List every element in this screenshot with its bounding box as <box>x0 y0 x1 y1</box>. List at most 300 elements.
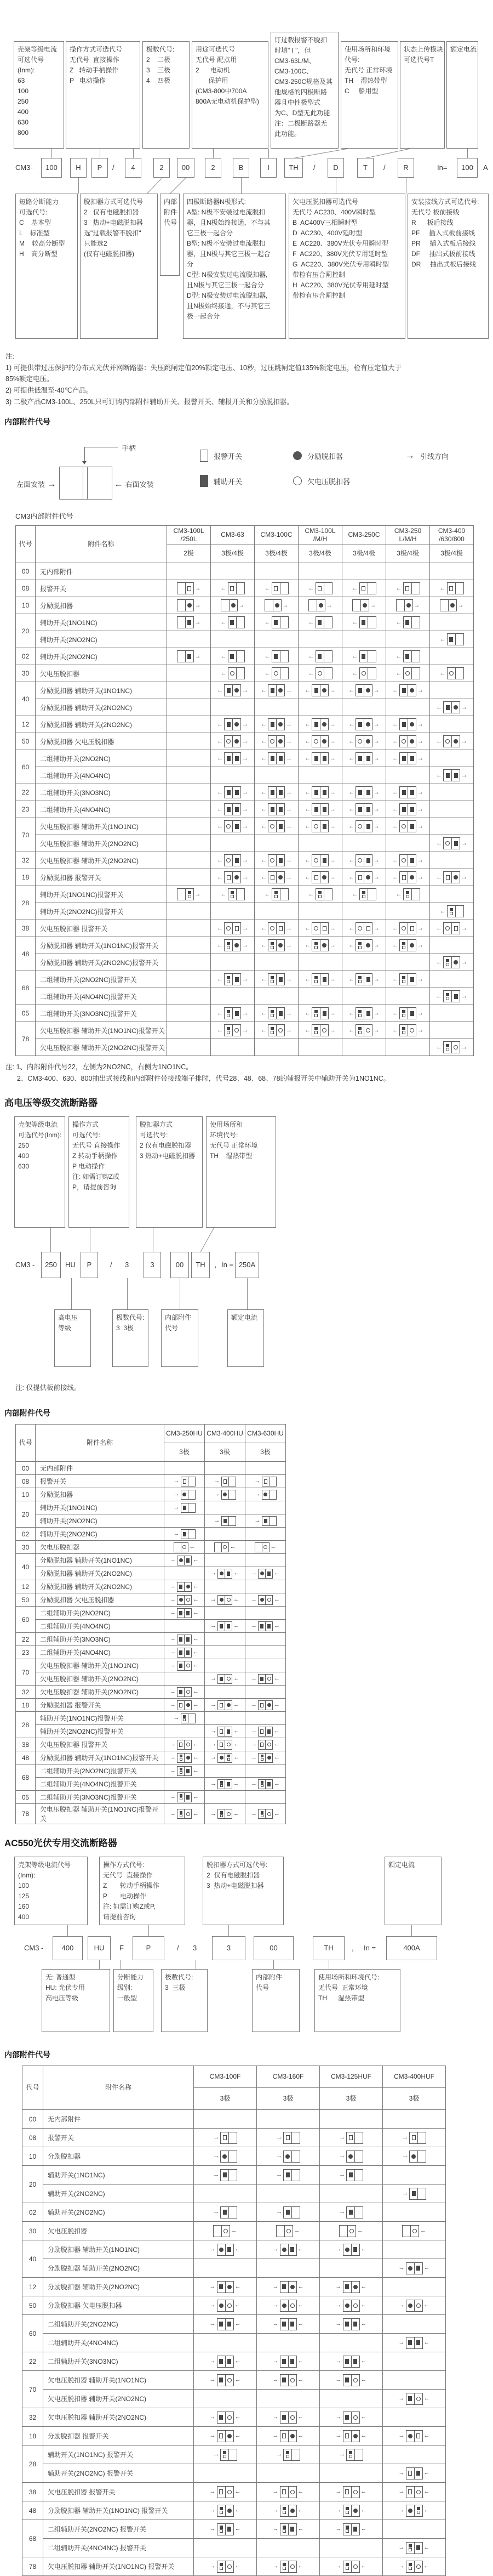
breaker-outline <box>220 2449 237 2461</box>
breaker-outline <box>409 2151 426 2163</box>
accessory-code: 38 <box>16 920 36 937</box>
breaker-compartment <box>356 753 364 764</box>
lead-arrow-icon: ← <box>264 652 271 660</box>
config-diagram-cell <box>245 1804 286 1824</box>
breaker-compartment <box>288 2431 296 2442</box>
aux-switch-icon <box>187 620 191 625</box>
config-diagram-cell <box>299 1005 342 1022</box>
shunt-release-icon <box>410 943 414 947</box>
breaker-outline <box>280 2318 297 2330</box>
accessory-name: 辅助开关(1NO1NC)报警开关 <box>36 1712 164 1725</box>
lead-arrow-icon: → <box>251 1810 257 1817</box>
lead-arrow-icon: → <box>272 2432 279 2439</box>
label-box <box>14 41 64 149</box>
breaker-config-diagram <box>348 871 380 883</box>
config-diagram-cell <box>430 886 474 903</box>
breaker-outline <box>177 650 194 662</box>
aux-switch-icon <box>290 2322 294 2327</box>
config-diagram-cell <box>164 1462 205 1475</box>
breaker-config-diagram <box>392 871 423 883</box>
shunt-release-icon <box>275 603 279 608</box>
aux-alarm-stack-icon <box>220 2526 223 2533</box>
breaker-compartment <box>265 1569 272 1578</box>
breaker-outline <box>224 973 241 985</box>
alarm-switch-icon <box>416 2433 420 2438</box>
breaker-outline <box>177 1608 192 1618</box>
lead-arrow-icon: → <box>374 822 380 830</box>
aux-alarm-stack-icon <box>261 1811 263 1817</box>
breaker-compartment <box>400 804 408 815</box>
label-box <box>271 32 339 149</box>
undervoltage-release-icon <box>290 2490 295 2494</box>
label-box-line: PF 插入式板前接线 <box>411 229 475 237</box>
config-diagram-cell <box>255 580 299 597</box>
undervoltage-release-icon <box>449 671 454 676</box>
config-diagram-cell <box>386 1005 430 1022</box>
aux-switch-icon <box>219 2284 223 2289</box>
breaker-compartment <box>177 1767 184 1775</box>
breaker-compartment <box>217 2561 225 2572</box>
breaker-compartment <box>272 583 280 594</box>
lead-arrow-icon: ← <box>395 619 402 626</box>
lead-arrow-icon: → <box>335 2432 342 2439</box>
config-diagram-cell <box>194 2147 257 2166</box>
aux-switch-icon <box>314 807 318 812</box>
lead-arrow-icon: ← <box>294 2227 300 2234</box>
label-box <box>161 1969 208 2032</box>
breaker-outline <box>403 582 420 594</box>
config-diagram-cell <box>245 1620 286 1633</box>
config-diagram-cell <box>257 2185 320 2203</box>
lead-arrow-icon: ← <box>360 2376 367 2384</box>
breaker-compartment <box>184 1648 191 1657</box>
config-diagram-cell <box>194 2446 257 2464</box>
shunt-release-icon <box>353 2509 358 2513</box>
lead-arrow-icon: → <box>242 805 248 813</box>
aux-switch-icon <box>279 858 283 863</box>
accessory-name: 欠电压脱扣器 辅助开关(2NO2NC) <box>36 1672 164 1686</box>
undervoltage-release-icon <box>358 926 362 930</box>
breaker-outline <box>177 1687 192 1697</box>
breaker-config-diagram <box>402 2132 426 2144</box>
code-box: TH <box>191 1252 210 1278</box>
lead-arrow-icon: → <box>194 890 201 898</box>
lead-arrow-icon: → <box>210 1596 216 1603</box>
accessory-code: 50 <box>22 2296 43 2315</box>
aux-switch-icon <box>227 807 231 812</box>
breaker-outline <box>268 939 285 951</box>
undervoltage-release-icon <box>358 824 362 829</box>
breaker-compartment <box>184 1793 191 1802</box>
config-diagram-cell <box>255 920 299 937</box>
breaker-compartment <box>269 1517 276 1525</box>
breaker-compartment <box>356 804 364 815</box>
config-diagram-cell <box>299 767 342 784</box>
label-box-line: TH 湿热带型 <box>318 1994 365 2002</box>
accessory-code: 48 <box>16 1751 36 1764</box>
divider-line <box>87 467 88 499</box>
undervoltage-release-icon <box>362 671 366 676</box>
breaker-compartment <box>356 787 364 798</box>
config-diagram-cell <box>383 2129 446 2147</box>
breaker-outline <box>406 2393 423 2405</box>
aux-switch-icon <box>358 688 362 693</box>
config-diagram-cell <box>386 614 430 631</box>
shunt-release-icon <box>406 603 411 608</box>
breaker-compartment <box>400 1025 408 1036</box>
breaker-compartment <box>232 1025 240 1036</box>
breaker-config-diagram <box>440 667 464 679</box>
lead-arrow-icon: → <box>213 2153 219 2160</box>
lead-arrow-icon: → <box>209 2376 216 2384</box>
lead-arrow-icon: → <box>398 2302 405 2309</box>
accessory-name: 分励脱扣器 报警开关 <box>36 1699 164 1712</box>
breaker-config-diagram <box>221 667 245 679</box>
aux-switch-icon <box>416 2545 420 2550</box>
breaker-compartment <box>400 923 408 934</box>
accessory-name: 分励脱扣器 辅助开关(2NO2NC) <box>36 716 167 733</box>
breaker-compartment <box>265 1622 272 1631</box>
legend-items <box>200 450 493 487</box>
breaker-config-diagram <box>440 582 464 594</box>
breaker-outline <box>224 820 241 832</box>
shunt-release-icon <box>345 2303 349 2308</box>
breaker-compartment <box>351 2244 359 2255</box>
lead-arrow-icon: → <box>335 2302 342 2309</box>
aux-switch-icon <box>271 790 274 795</box>
lead-arrow-icon: → <box>251 1701 257 1709</box>
table-row <box>16 920 474 937</box>
undervoltage-release-icon <box>366 1028 370 1032</box>
code-box: B <box>233 158 249 178</box>
breaker-compartment <box>406 2393 414 2404</box>
label-box-line: Z 转动手柄操作 <box>103 1882 159 1890</box>
lead-arrow-icon: ← <box>233 1675 239 1682</box>
label-box-line: 带检有压合闸控制 <box>293 292 346 299</box>
breaker-outline <box>312 718 329 730</box>
lead-arrow-icon: → <box>251 1780 257 1788</box>
accessory-code: 40 <box>16 1554 36 1580</box>
label-box-line: 63 <box>18 77 25 84</box>
aux-switch-icon <box>349 2210 353 2215</box>
lead-arrow-icon: → <box>209 2302 216 2309</box>
accessory-name: 分励脱扣器 欠电压脱扣器 <box>36 733 167 750</box>
config-diagram-cell <box>299 733 342 750</box>
poles-header: 3极 <box>194 2088 257 2110</box>
table-row <box>16 937 474 954</box>
lead-arrow-icon: ← <box>220 585 227 592</box>
config-diagram-cell <box>255 818 299 835</box>
breaker-outline <box>214 1542 229 1552</box>
breaker-config-diagram <box>273 2356 304 2368</box>
alarm-switch-icon <box>366 926 370 931</box>
lead-arrow-icon: → <box>170 1754 176 1761</box>
config-diagram-cell <box>299 801 342 818</box>
accessory-code: 10 <box>22 2147 43 2166</box>
code-text: / <box>110 1261 112 1269</box>
config-diagram-cell <box>255 716 299 733</box>
breaker-compartment <box>221 2449 228 2460</box>
lead-arrow-icon: ← <box>220 652 227 660</box>
accessory-name: 二组辅助开关(3NO3NC) <box>43 2352 194 2371</box>
code-text: F <box>119 1944 124 1953</box>
breaker-compartment <box>408 736 416 747</box>
code-box: 00 <box>177 158 194 178</box>
aux-switch-icon <box>179 1637 182 1642</box>
lead-arrow-icon: ← <box>360 2432 367 2439</box>
table-row <box>22 2185 446 2203</box>
breaker-compartment <box>225 736 232 747</box>
breaker-compartment <box>408 753 416 764</box>
shunt-release-icon <box>322 943 326 947</box>
shunt-release-icon <box>454 875 458 880</box>
config-diagram-cell <box>205 1686 245 1699</box>
breaker-outline <box>312 939 329 951</box>
aux-switch-icon <box>235 824 239 829</box>
breaker-compartment <box>320 974 328 985</box>
breaker-compartment <box>451 770 460 781</box>
shunt-release-icon <box>411 2154 416 2159</box>
accessory-table <box>15 525 474 1056</box>
aux-alarm-stack-icon <box>346 2563 349 2570</box>
lead-arrow-icon: ← <box>297 2320 304 2328</box>
breaker-compartment <box>272 651 280 662</box>
config-diagram-cell <box>205 1580 245 1593</box>
breaker-compartment <box>351 2505 359 2516</box>
breaker-compartment <box>218 1754 225 1762</box>
table-row <box>22 2408 446 2427</box>
breaker-config-diagram <box>276 2225 300 2237</box>
label-box-line: DF 抽出式板前接线 <box>411 250 475 258</box>
lead-arrow-icon: ← <box>348 1026 354 1034</box>
breaker-outline <box>217 1621 232 1631</box>
config-diagram-cell <box>194 2464 257 2483</box>
breaker-compartment <box>309 600 317 611</box>
connector-line <box>50 1228 51 1252</box>
lead-arrow-icon: → <box>417 924 423 932</box>
breaker-compartment <box>188 1503 195 1512</box>
breaker-compartment <box>232 940 240 951</box>
aux-switch-icon <box>345 2415 349 2420</box>
undervoltage-release-icon <box>286 2229 291 2233</box>
breaker-compartment <box>397 600 404 611</box>
lead-arrow-icon: → <box>330 873 336 881</box>
breaker-compartment <box>356 940 364 951</box>
shunt-release-icon <box>353 2285 358 2289</box>
breaker-outline <box>224 1024 241 1036</box>
config-diagram-cell <box>211 954 255 971</box>
aux-switch-icon <box>410 807 414 812</box>
lead-arrow-icon: → <box>210 1675 216 1682</box>
connector-line <box>133 149 134 158</box>
code-box: 250 <box>41 1252 61 1278</box>
breaker-outline <box>217 1753 232 1763</box>
accessory-name: 二组辅助开关(2NO2NC)报警开关 <box>36 971 167 988</box>
aux-alarm-stack-icon <box>227 1010 230 1017</box>
breaker-compartment <box>181 1503 188 1512</box>
config-diagram-cell <box>164 1738 205 1751</box>
config-diagram-cell <box>194 2520 257 2539</box>
breaker-compartment <box>265 1780 272 1789</box>
breaker-config-diagram <box>210 2486 241 2498</box>
undervoltage-release-icon <box>353 2564 358 2569</box>
breaker-config-diagram <box>170 1700 199 1710</box>
aux-switch-icon <box>366 756 370 761</box>
breaker-compartment <box>360 600 369 611</box>
undervoltage-release-icon <box>402 739 406 744</box>
aux-alarm-stack-icon <box>180 1811 182 1817</box>
alarm-switch-icon <box>279 926 283 931</box>
label-box <box>408 194 489 339</box>
breaker-compartment <box>215 1543 221 1552</box>
aux-switch-icon <box>366 858 370 863</box>
model-header: CM3-400 /630/800 <box>430 526 474 544</box>
config-diagram-cell <box>320 2203 383 2222</box>
accessory-code: 40 <box>16 682 36 716</box>
lead-arrow-icon: ← <box>308 669 314 677</box>
config-diagram-cell <box>164 1751 205 1764</box>
lead-arrow-icon: ← <box>305 788 311 796</box>
breaker-compartment <box>184 1582 191 1591</box>
breaker-outline <box>272 650 289 662</box>
breaker-compartment <box>177 583 185 594</box>
label-box-line: 选"过载报警不脱扣" <box>84 229 141 237</box>
breaker-compartment <box>177 1793 184 1802</box>
label-box <box>68 1116 129 1228</box>
breaker-outline <box>217 2486 234 2498</box>
shunt-release-icon <box>366 688 370 693</box>
breaker-outline <box>181 1529 196 1539</box>
breaker-compartment <box>225 1809 232 1818</box>
breaker-compartment <box>320 736 328 747</box>
breaker-compartment <box>221 2207 228 2218</box>
breaker-config-diagram <box>217 973 248 985</box>
aux-switch-icon <box>323 858 326 863</box>
alarm-switch-icon <box>179 1703 182 1707</box>
config-diagram-cell <box>205 1725 245 1738</box>
breaker-config-diagram <box>210 2281 241 2293</box>
lead-arrow-icon: → <box>398 2265 405 2272</box>
accessory-name: 报警开关 <box>36 1475 164 1488</box>
breaker-config-diagram <box>402 2151 426 2163</box>
code-box: I <box>260 158 277 178</box>
breaker-compartment <box>312 787 320 798</box>
legend-label: 报警开关 <box>214 452 243 461</box>
breaker-compartment <box>455 583 463 594</box>
aux-alarm-stack-icon <box>231 891 234 898</box>
lead-arrow-icon: → <box>272 2246 279 2253</box>
lead-arrow-icon: ← <box>360 2414 367 2421</box>
breaker-compartment <box>228 2151 237 2162</box>
breaker-config-diagram <box>210 1740 239 1750</box>
lead-arrow-icon: → <box>330 941 336 949</box>
config-diagram-cell <box>342 1022 386 1039</box>
breaker-compartment <box>448 668 455 679</box>
aux-switch-icon <box>362 654 365 659</box>
lead-arrow-icon: ← <box>297 2283 304 2290</box>
label-box-line: 注: 如需订购Z或P, <box>103 1903 156 1911</box>
config-diagram-cell <box>194 2166 257 2185</box>
connector-line <box>247 1278 248 1309</box>
label-box-line: 代号: <box>345 56 360 64</box>
aux-alarm-stack-icon <box>180 1794 182 1800</box>
breaker-compartment <box>228 1477 236 1486</box>
config-diagram-cell <box>211 648 255 665</box>
aux-switch-icon <box>410 977 414 982</box>
breaker-compartment <box>347 2226 356 2237</box>
breaker-compartment <box>312 821 320 832</box>
accessory-code: 00 <box>16 563 36 580</box>
connector-line <box>67 1925 68 1936</box>
aux-switch-icon <box>235 756 239 761</box>
undervoltage-release-icon <box>267 1812 271 1816</box>
aux-switch-icon <box>271 688 274 693</box>
shunt-release-icon <box>322 875 326 880</box>
lead-arrow-icon: → <box>402 2134 408 2141</box>
breaker-outline <box>399 786 416 798</box>
breaker-compartment <box>280 2300 288 2311</box>
aux-switch-icon <box>230 654 234 659</box>
lead-arrow-icon: → <box>194 652 201 660</box>
config-diagram-cell <box>167 869 211 886</box>
table-row <box>16 699 474 716</box>
config-diagram-cell <box>299 648 342 665</box>
label-box-line: 极一起合分 <box>187 313 220 320</box>
lead-arrow-icon: ← <box>439 907 446 915</box>
accessory-name: 分励脱扣器 辅助开关(2NO2NC)报警开关 <box>36 954 167 971</box>
shunt-release-icon <box>319 603 323 608</box>
config-diagram-cell <box>245 1593 286 1607</box>
breaker-compartment <box>404 889 411 900</box>
config-diagram-cell <box>383 2296 446 2315</box>
lead-arrow-icon: ← <box>193 1662 199 1669</box>
aux-switch-icon <box>353 2322 357 2327</box>
breaker-outline <box>343 2561 360 2573</box>
aux-switch-icon <box>366 790 370 795</box>
aux-switch-icon <box>279 824 283 829</box>
undervoltage-release-icon <box>186 1812 190 1816</box>
aux-switch-icon <box>279 790 283 795</box>
breaker-compartment <box>356 1025 364 1036</box>
lead-arrow-icon: ← <box>348 975 354 983</box>
config-diagram-cell <box>167 716 211 733</box>
config-diagram-cell <box>211 835 255 852</box>
label-box <box>341 41 398 149</box>
table-row <box>16 1725 286 1738</box>
shunt-release-icon <box>219 2248 223 2252</box>
label-box-line: P 电动操作 <box>70 77 106 84</box>
breaker-outline <box>403 888 420 900</box>
lead-arrow-icon: ← <box>305 737 311 745</box>
config-diagram-cell <box>164 1725 205 1738</box>
aux-switch-icon <box>179 1585 182 1589</box>
breaker-config-diagram <box>261 803 292 815</box>
lead-arrow-icon: → <box>374 1009 380 1017</box>
breaker-outline <box>224 752 241 764</box>
breaker-compartment <box>404 668 411 679</box>
config-diagram-cell <box>167 631 211 648</box>
alarm-switch-icon <box>408 2489 412 2494</box>
table-row <box>22 2222 446 2240</box>
aux-switch-icon <box>323 824 326 829</box>
breaker-compartment <box>268 753 276 764</box>
lead-arrow-icon: ← <box>352 619 358 626</box>
alarm-switch-icon <box>219 2433 223 2438</box>
accessory-name: 辅助开关(2NO2NC)报警开关 <box>36 903 167 920</box>
breaker-compartment <box>312 719 320 730</box>
breaker-config-diagram <box>221 599 245 611</box>
breaker-outline <box>403 650 420 662</box>
